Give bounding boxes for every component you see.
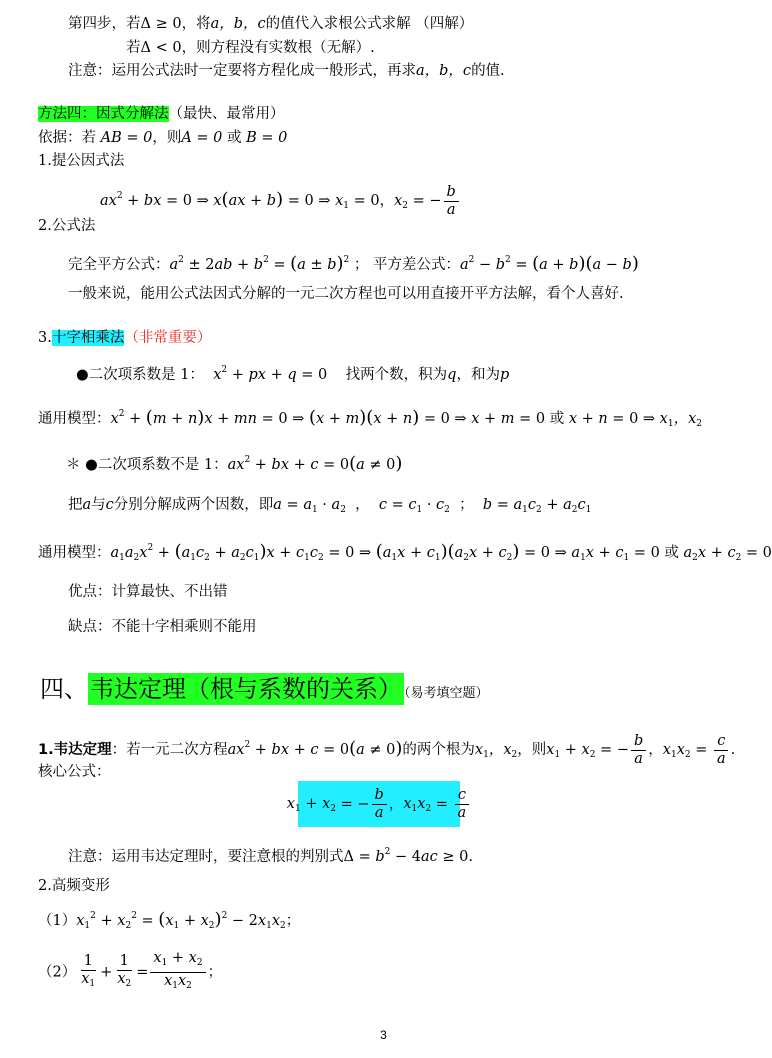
note1-text: 注意：运用公式法时一定要将方程化成一般形式，再求 bbox=[68, 63, 416, 79]
formula-common-factor: $ax^2$ + bx = 0 ⇒ x(ax + b) = 0 ⇒ $x_1 = 0$，$x_2$ = − $\frac{b}{a}$ bbox=[100, 178, 461, 224]
core-formula-box bbox=[286, 781, 467, 827]
basis-mid: ，则 bbox=[152, 130, 182, 146]
sec1-title: 1.提公因式法 bbox=[38, 153, 125, 169]
sec3-num: 3. bbox=[38, 330, 52, 346]
note1 bbox=[68, 61, 505, 81]
sec3-title: 十字相乘法 bbox=[51, 330, 125, 346]
high-item-1: $(1)x_1^2 + x_2^2 = (x_1 + x_2)^2 - 2x_1x_2$； bbox=[38, 909, 301, 931]
chapter4-num: 四、 bbox=[40, 675, 88, 703]
vieta-roots: 的两个根为 bbox=[402, 742, 475, 758]
diff-square-label: ； 平方差公式： bbox=[353, 257, 460, 273]
high-item-1-num: （1） bbox=[38, 913, 77, 929]
vieta-line: 1.韦达定理：若一元二次方程$ax^2$ + bx + c = 0(a ≠ 0)的两个根为$x_1$，$x_2$，则$x_1 + x_2$ = − $\frac{b}{a}$ ，$x_1x_2$ = $\frac{c}{a}$ . bbox=[38, 732, 736, 767]
case1-p: p bbox=[499, 367, 510, 383]
method4-heading bbox=[38, 104, 285, 124]
sec3-case2: ＊ ●二次项系数不是 1：$ax^2$ + bx + c = 0(a ≠ 0) bbox=[66, 453, 403, 474]
step4-label: 第四步，若 bbox=[68, 16, 141, 32]
step4-line2 bbox=[126, 38, 375, 58]
step4-vars: a，b，c bbox=[210, 16, 266, 32]
step4-end1: 的值代入求根公式求解 （四解） bbox=[265, 16, 474, 32]
vieta-core-label: 核心公式： bbox=[38, 764, 111, 780]
note1-end: 的值. bbox=[471, 63, 505, 79]
step4-mid1: ，将 bbox=[181, 16, 211, 32]
split-text: 把 bbox=[68, 497, 83, 513]
split-c: c bbox=[105, 497, 114, 513]
vieta-then: ，则 bbox=[517, 742, 547, 758]
step4-label2: 若 bbox=[126, 40, 141, 56]
vieta-label: 1.韦达定理 bbox=[38, 742, 112, 758]
sec3-model2: 通用模型：$a_1a_2x^2 + (a_1c_2 + a_2c_1)x + c_1c_2 = 0$ ⇒ $(a_1x + c_1)(a_2x + c_2) = 0$ ⇒ $a_1x + c_1 = 0$ 或 $a_2x + c_2 = 0$ bbox=[38, 541, 772, 563]
case1-and: ，和为 bbox=[456, 367, 500, 383]
basis-eq: AB = 0 bbox=[100, 130, 153, 146]
split-tail: 分别分解成两个因数，即 bbox=[113, 497, 274, 513]
high-item-2-num: （2） bbox=[38, 964, 77, 981]
method4-sub: （最快、最常用） bbox=[168, 106, 285, 122]
basis-eq2: A = 0 bbox=[181, 130, 223, 146]
step4-cond1: Δ ≥ 0 bbox=[140, 16, 182, 32]
split-with: 与 bbox=[91, 497, 106, 513]
high-item-2: （2） $\frac{1}{x_1}$ + $\frac{1}{x_2}$ = $\frac{x_1 + x_2}{x_1x_2}$ ； bbox=[38, 950, 223, 991]
sec2-title: 2.公式法 bbox=[38, 218, 96, 234]
basis-text: 依据：若 bbox=[38, 130, 96, 146]
split-a: a bbox=[82, 497, 92, 513]
model2-label: 通用模型： bbox=[38, 545, 111, 561]
case1-q: q bbox=[447, 367, 457, 383]
basis-line bbox=[38, 128, 287, 148]
step4-cond2: Δ < 0 bbox=[140, 40, 182, 56]
chapter4-heading bbox=[40, 668, 489, 715]
case1-tail: 找两个数，积为 bbox=[345, 367, 448, 383]
model1-label: 通用模型： bbox=[38, 411, 111, 427]
sec2-general: 一般来说，能用公式法因式分解的一元二次方程也可以用直接开平方法解，看个人喜好. bbox=[68, 286, 624, 302]
vieta-text: ：若一元二次方程 bbox=[111, 742, 228, 758]
sec3-pro: 优点：计算最快、不出错 bbox=[68, 584, 228, 600]
sec3-case1: ●二次项系数是 1： $x^2$ + px + q = 0 找两个数，积为q，和为p bbox=[76, 365, 510, 383]
sec3-split: 把a与c分别分解成两个因数，即$a = a_1 \cdot a_2$ ， $c = c_1 \cdot c_2$ ； $b = a_1c_2 + a_2c_1$ bbox=[68, 497, 592, 515]
sec3-model1: 通用模型：$x^2 + (m + n)x$ + mn = 0 ⇒ (x + m)(x + n) = 0 ⇒ x + m = 0 或 x + n = 0 ⇒ $x_1$，$x_2$ bbox=[38, 407, 703, 429]
note1-vars: a，b，c bbox=[416, 63, 472, 79]
step4-end2: ，则方程没有实数根（无解）. bbox=[181, 40, 375, 56]
core-formula: $x_1 + x_2$ = − $\frac{b}{a}$ ，$x_1x_2$ = $\frac{c}{a}$ bbox=[287, 787, 471, 822]
sec2-formulas: 完全平方公式：$a^2 \pm 2ab + b^2 = (a \pm b)^2$ ； 平方差公式：$a^2 - b^2 = (a + b)(a - b)$ bbox=[68, 253, 639, 274]
case2-label: ＊ ●二次项系数不是 1： bbox=[66, 457, 228, 473]
chapter4-title: 韦达定理（根与系数的关系） bbox=[90, 675, 402, 703]
sec3-important: （非常重要） bbox=[124, 330, 212, 346]
step4-line1 bbox=[68, 14, 473, 34]
basis-or: 或 bbox=[227, 130, 242, 146]
sec3-heading bbox=[38, 328, 211, 348]
method4-title: 方法四：因式分解法 bbox=[38, 106, 169, 122]
note2-text: 注意：运用韦达定理时，要注意根的判别式 bbox=[68, 849, 344, 865]
case1-label: ●二次项系数是 1： bbox=[76, 367, 204, 383]
basis-eq3: B = 0 bbox=[246, 130, 288, 146]
perfect-square-label: 完全平方公式： bbox=[68, 257, 170, 273]
sec3-con: 缺点：不能十字相乘则不能用 bbox=[68, 619, 257, 635]
note2: 注意：运用韦达定理时，要注意根的判别式$\Delta = b^2 - 4ac \ge 0$. bbox=[68, 847, 473, 865]
sec-high-title: 2.高频变形 bbox=[38, 878, 110, 894]
chapter4-sub: （易考填空题） bbox=[404, 686, 489, 701]
page-number: 3 bbox=[380, 1028, 387, 1042]
